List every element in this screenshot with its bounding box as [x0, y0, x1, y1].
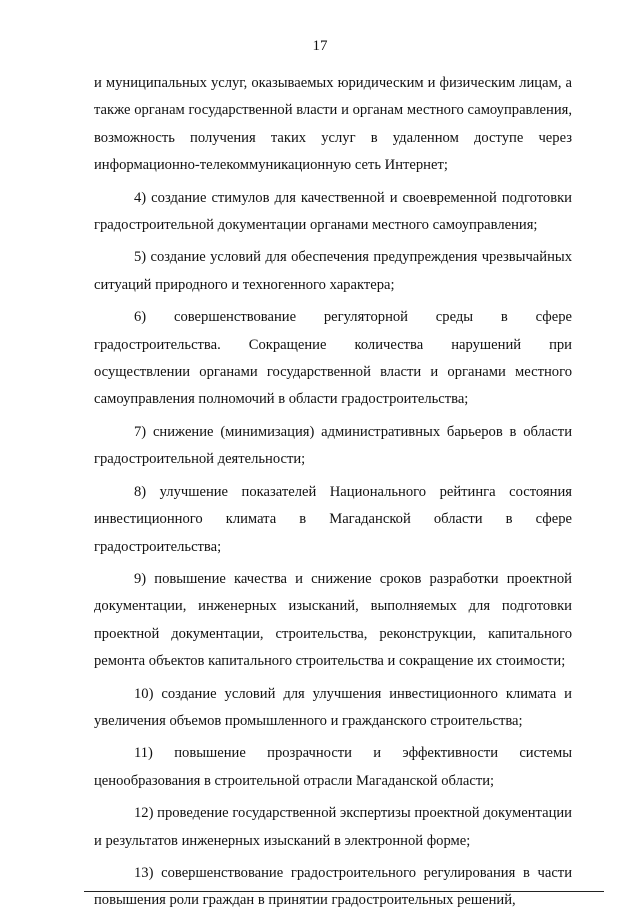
paragraph-item-5: 5) создание условий для обеспечения предупреждения чрезвычайных ситуаций природного и техногенного характера; — [94, 249, 572, 293]
paragraph-item-13: 13) совершенствование градостроительного регулирования в части повышения роли граждан в принятии градостроительных решений, — [94, 864, 572, 909]
paragraph-item-8: 8) улучшение показателей Национального рейтинга состояния инвестиционного климата в Магаданской области в сфере градостроительства; — [94, 483, 572, 555]
paragraph-item-4: 4) создание стимулов для качественной и своевременной подготовки градостроительной документации органами местного самоуправления; — [94, 189, 572, 234]
paragraph-item-9: 9) повышение качества и снижение сроков разработки проектной документации, инженерных изысканий, выполняемых для подготовки проектной документации, строительства, реконструкции, капитального ремонта объектов капитального строительства и сокращение их стоимости; — [94, 570, 572, 670]
paragraph-item-11: 11) повышение прозрачности и эффективности системы ценообразования в строительной отрасли Магаданской области; — [94, 745, 572, 789]
paragraph-item-7: 7) снижение (минимизация) административных барьеров в области градостроительной деятельности; — [94, 423, 572, 468]
paragraph-item-12: 12) проведение государственной экспертизы проектной документации и результатов инженерных изысканий в электронной форме; — [94, 805, 572, 849]
paragraph-item-6: 6) совершенствование регуляторной среды в сфере градостроительства. Сокращение количества нарушений при осуществлении органами государственной власти и органами местного самоуправления полномочий в области градостроительства; — [94, 309, 572, 408]
paragraph-item-10: 10) создание условий для улучшения инвестиционного климата и увеличения объемов промышленного и гражданского строительства; — [94, 685, 572, 729]
document-body — [94, 70, 572, 915]
page-bottom-rule — [84, 891, 604, 892]
page-number: 17 — [312, 38, 328, 54]
paragraph-continuation: и муниципальных услуг, оказываемых юридическим и физическим лицам, а также органам государственной власти и органам местного самоуправления, возможность получения таких услуг в удаленном доступе через информационно-телекоммуникационную сеть Интернет; — [94, 75, 572, 174]
